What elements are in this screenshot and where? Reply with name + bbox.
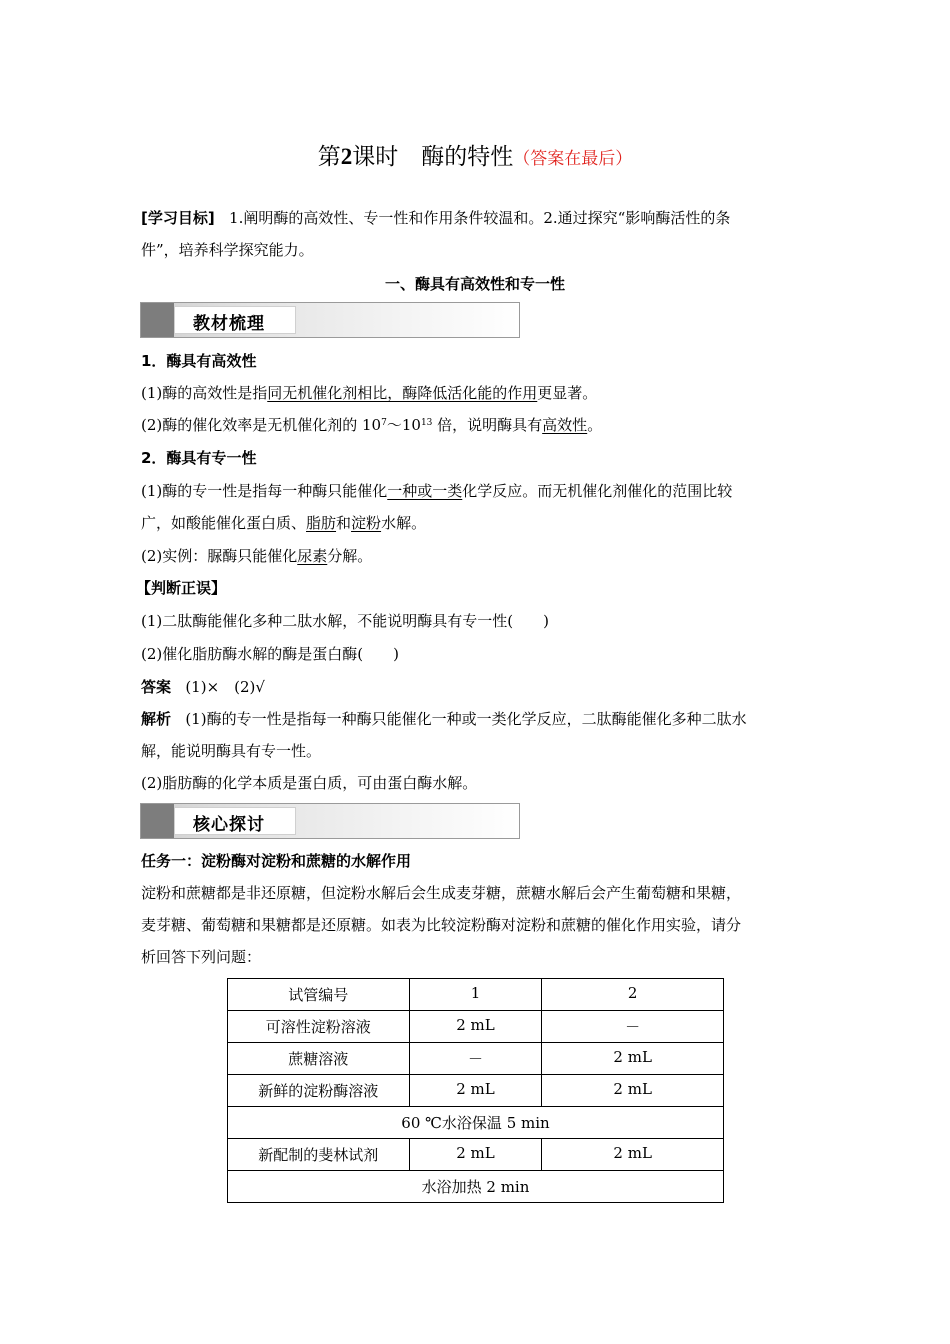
table-cell: －: [409, 1043, 542, 1075]
underlined-answer: 一种或一类: [387, 482, 463, 500]
title-rest: 课时 酶的特性: [352, 144, 514, 170]
text: 和: [336, 514, 352, 532]
underlined-answer: 同无机催化剂相比，酶降低活化能的作用: [267, 384, 538, 402]
title-number: 2: [340, 144, 353, 169]
underlined-answer: 淀粉: [351, 514, 382, 532]
text: ～10: [386, 416, 421, 434]
table-cell: 新配制的斐林试剂: [228, 1139, 410, 1171]
text: (1)酶的专一性是指每一种酶只能催化: [141, 482, 388, 500]
table-cell: 2: [542, 979, 724, 1011]
banner-dark-block: [141, 804, 174, 838]
point1-sentence1: [141, 382, 597, 403]
point2-heading: 2．酶具有专一性: [141, 449, 257, 467]
text: 化学反应。而无机催化剂催化的范围比较: [462, 482, 733, 500]
table-cell: 2 mL: [542, 1075, 724, 1107]
goal-line-1: [141, 207, 730, 228]
table-cell-merged: 水浴加热 2 min: [228, 1171, 724, 1203]
title-note: （答案在最后）: [513, 149, 633, 169]
judge-question-1: (1)二肽酶能催化多种二肽水解，不能说明酶具有专一性( ): [141, 612, 549, 630]
task1-paragraph-1: 淀粉和蔗糖都是非还原糖，但淀粉水解后会生成麦芽糖，蔗糖水解后会产生葡萄糖和果糖，: [141, 884, 742, 902]
banner-textbook: [140, 302, 520, 338]
text: (2)实例：脲酶只能催化: [141, 547, 298, 565]
judge-heading: 【判断正误】: [136, 579, 227, 597]
text: (2)酶的催化效率是无机催化剂的 10: [141, 416, 382, 434]
analysis-line-1: [141, 708, 747, 729]
goal-tag: [学习目标]: [141, 209, 215, 227]
banner-label: 教材梳理: [193, 314, 265, 334]
underlined-answer: 高效性: [542, 416, 588, 434]
analysis-line-3: (2)脂肪酶的化学本质是蛋白质，可由蛋白酶水解。: [141, 774, 478, 792]
experiment-table: [227, 978, 724, 1203]
text: 广，如酸能催化蛋白质、: [141, 514, 307, 532]
table-row: [228, 1075, 724, 1107]
point2-sentence1: [141, 480, 732, 501]
text: 。: [587, 416, 603, 434]
banner-dark-block: [141, 303, 174, 337]
banner-label: 核心探讨: [193, 815, 265, 835]
underlined-answer: 脂肪: [306, 514, 337, 532]
table-cell: 可溶性淀粉溶液: [228, 1011, 410, 1043]
table-cell: 2 mL: [409, 1011, 542, 1043]
task1-paragraph-3: 析回答下列问题：: [141, 948, 262, 966]
text: 水解。: [381, 514, 427, 532]
goal-text-1: 1.阐明酶的高效性、专一性和作用条件较温和。2.通过探究“影响酶活性的条: [229, 209, 731, 227]
point2-sentence2: [141, 545, 372, 566]
table-row: [228, 1043, 724, 1075]
page-title: [0, 138, 950, 171]
table-cell: －: [542, 1011, 724, 1043]
text: (1)酶的高效性是指: [141, 384, 268, 402]
judge-question-2: (2)催化脂肪酶水解的酶是蛋白酶( ): [141, 645, 399, 663]
table-cell-merged: 60 ℃水浴保温 5 min: [228, 1107, 724, 1139]
analysis-line-2: 解，能说明酶具有专一性。: [141, 742, 322, 760]
table-cell: 2 mL: [542, 1043, 724, 1075]
point2-sentence1-cont: [141, 512, 426, 533]
answer-text: (1)× (2)√: [185, 678, 265, 696]
text: 更显著。: [537, 384, 598, 402]
table-row: [228, 1139, 724, 1171]
table-row-merged: [228, 1171, 724, 1203]
exponent: 7: [381, 418, 387, 428]
text: 分解。: [327, 547, 373, 565]
answer-line: [141, 676, 265, 697]
table-cell: 蔗糖溶液: [228, 1043, 410, 1075]
underlined-answer: 尿素: [297, 547, 328, 565]
section-heading: 一、酶具有高效性和专一性: [384, 275, 565, 293]
table-cell: 2 mL: [409, 1139, 542, 1171]
point1-sentence2: [141, 414, 602, 435]
table-cell: 试管编号: [228, 979, 410, 1011]
table-cell: 新鲜的淀粉酶溶液: [228, 1075, 410, 1107]
table-header-row: [228, 979, 724, 1011]
task1-paragraph-2: 麦芽糖、葡萄糖和果糖都是还原糖。如表为比较淀粉酶对淀粉和蔗糖的催化作用实验，请分: [141, 916, 742, 934]
table-row: [228, 1011, 724, 1043]
table-cell: 2 mL: [542, 1139, 724, 1171]
answer-label: 答案: [141, 678, 172, 696]
point1-heading: 1．酶具有高效性: [141, 352, 257, 370]
goal-line-2: 件”，培养科学探究能力。: [141, 241, 314, 259]
exponent: 13: [420, 418, 433, 428]
table-row-merged: [228, 1107, 724, 1139]
table-cell: 2 mL: [409, 1075, 542, 1107]
table-cell: 1: [409, 979, 542, 1011]
task1-heading: 任务一：淀粉酶对淀粉和蔗糖的水解作用: [141, 852, 412, 870]
title-prefix: 第: [317, 144, 341, 170]
analysis-label: 解析: [141, 710, 172, 728]
analysis-text-1: (1)酶的专一性是指每一种酶只能催化一种或一类化学反应，二肽酶能催化多种二肽水: [185, 710, 747, 728]
banner-core-discussion: [140, 803, 520, 839]
text: 倍，说明酶具有: [432, 416, 543, 434]
